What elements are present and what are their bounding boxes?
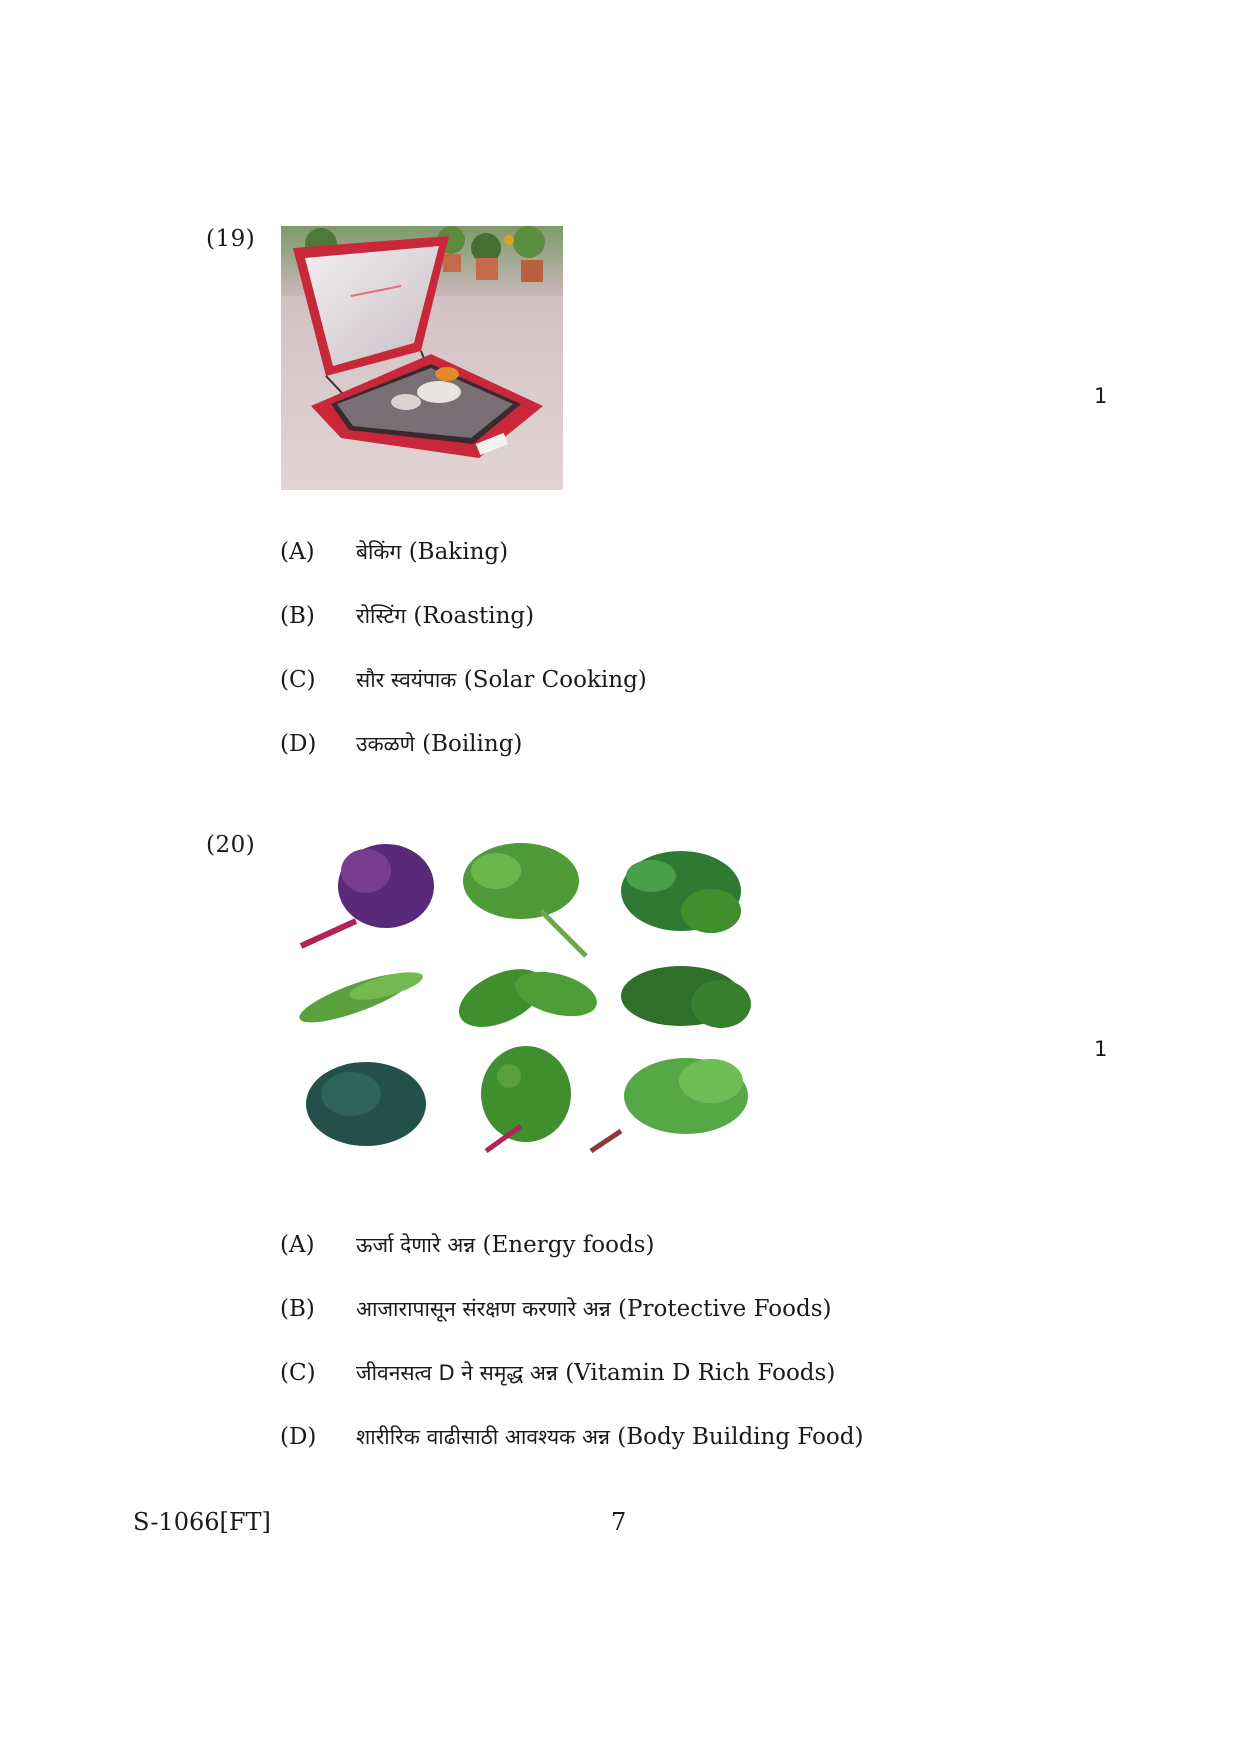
option-marathi: उकळणे: [356, 732, 415, 756]
option-english: (Baking): [408, 539, 509, 565]
option-marathi: बेकिंग: [356, 540, 402, 564]
question-19-option-c[interactable]: [280, 663, 647, 697]
option-english: (Vitamin D Rich Foods): [565, 1360, 836, 1386]
option-english: (Protective Foods): [618, 1296, 832, 1322]
question-20-option-d[interactable]: [280, 1420, 863, 1454]
question-20-option-a[interactable]: [280, 1228, 654, 1262]
option-letter: (C): [280, 1360, 316, 1386]
option-marathi: रोस्टिंग: [356, 604, 407, 628]
option-english: (Energy foods): [482, 1232, 655, 1258]
option-english: (Boiling): [422, 731, 523, 757]
option-letter: (D): [280, 1424, 317, 1450]
solar-cooker-icon: [281, 226, 563, 490]
option-letter: (A): [280, 1232, 315, 1258]
question-20-number: (20): [206, 832, 256, 858]
option-letter: (D): [280, 731, 317, 757]
option-letter: (B): [280, 1296, 315, 1322]
question-19-option-b[interactable]: [280, 599, 534, 633]
question-20-marks: 1: [1094, 1037, 1108, 1061]
option-letter: (C): [280, 667, 316, 693]
option-letter: (B): [280, 603, 315, 629]
question-19-marks: 1: [1094, 384, 1108, 408]
option-marathi: ऊर्जा देणारे अन्न: [356, 1233, 476, 1257]
option-english: (Roasting): [413, 603, 535, 629]
question-19-option-a[interactable]: [280, 535, 508, 569]
paper-code: S-1066[FT]: [133, 1508, 271, 1536]
page-number: 7: [611, 1508, 627, 1536]
dill-bunch: [306, 1062, 426, 1146]
question-19-number: (19): [206, 226, 256, 252]
option-letter: (A): [280, 539, 315, 565]
option-english: (Solar Cooking): [463, 667, 647, 693]
option-marathi: शारीरिक वाढीसाठी आवश्यक अन्न: [356, 1425, 610, 1449]
option-marathi: सौर स्वयंपाक: [356, 668, 457, 692]
question-19-option-d[interactable]: [280, 727, 522, 761]
option-english: (Body Building Food): [617, 1424, 864, 1450]
question-20-option-b[interactable]: [280, 1292, 831, 1326]
question-20-option-c[interactable]: [280, 1356, 835, 1390]
option-marathi: जीवनसत्व D ने समृद्ध अन्न: [356, 1361, 558, 1385]
question-19-figure: [281, 226, 563, 490]
question-20-figure: [281, 826, 768, 1166]
option-marathi: आजारापासून संरक्षण करणारे अन्न: [356, 1297, 611, 1321]
leafy-vegetables-icon: [281, 826, 768, 1166]
